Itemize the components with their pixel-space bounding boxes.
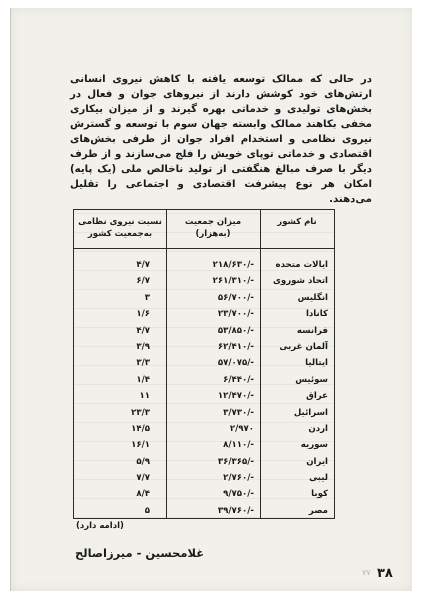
table-row	[74, 438, 334, 454]
cell-military-ratio: ۸/۴	[136, 489, 150, 500]
cell-population: ۲۶۱/۳۱۰/-	[212, 276, 254, 287]
cell-military-ratio: ۱۶/۱	[131, 440, 150, 451]
cell-population: ۲۱۸/۶۳۰/-	[212, 260, 254, 270]
cell-population: ۲/۷۶۰/-	[223, 473, 254, 484]
table-row	[74, 356, 334, 372]
table-row	[74, 487, 334, 503]
page-number: ۳۸	[377, 566, 393, 581]
cell-military-ratio: ۵/۹	[136, 456, 150, 467]
cell-population: ۹/۷۵۰/-	[223, 489, 254, 500]
cell-military-ratio: ۶/۷	[136, 276, 150, 287]
cell-country: ایتالیا	[305, 358, 328, 369]
body-paragraph: در حالی که ممالک توسعه یافته با کاهش نیروی انسانی ارتش‌های خود کوشش دارند از نیروهای جوان و فعال در بخش‌های تولیدی و خدماتی بهره گیرند و از میزان بیکاری مخفی بکاهند ممالک وابسته جهان سوم با توسعه و گسترش نیروی نظامی و استخدام افراد جوان از طرفی بخش‌های اقتصادی و خدماتی توپای خویش را فلج می‌سازند و از طرف دیگر با صرف مبالغ هنگفتی از تولید ناخالص ملی (یک پایه) امکان هر نوع پیشرفت اقتصادی و اجتماعی را تقلیل می‌دهند.	[70, 74, 372, 206]
cell-country: اردن	[308, 423, 328, 434]
faint-page-mark: ۷۷	[362, 568, 371, 577]
table-row	[74, 307, 334, 323]
continuation-note: (ادامه دارد)	[76, 521, 124, 531]
cell-country: اتحاد شوروی	[273, 276, 328, 287]
cell-population: ۳/۷۳۰/-	[223, 407, 254, 418]
cell-military-ratio: ۴/۷	[136, 260, 150, 270]
table-body	[74, 258, 334, 520]
table-row	[74, 324, 334, 340]
cell-population: ۶۲/۴۱۰/-	[217, 341, 254, 352]
cell-country: فرانسه	[296, 325, 328, 336]
cell-military-ratio: ۳	[144, 292, 150, 303]
header-military-ratio: نسبت نیروی نظامی به‌جمعیت کشور	[78, 217, 162, 239]
table-header	[74, 210, 334, 249]
cell-military-ratio: ۱۱	[139, 391, 150, 402]
cell-military-ratio: ۳/۹	[136, 341, 150, 352]
cell-military-ratio: ۷/۷	[136, 473, 150, 484]
population-military-table	[73, 209, 335, 519]
cell-population: ۳۹/۷۶۰/-	[217, 505, 254, 516]
table-row	[74, 504, 334, 520]
cell-population: ۲۳/۷۰۰/-	[217, 309, 254, 320]
cell-country: ایران	[306, 456, 328, 467]
cell-military-ratio: ۲۳/۳	[131, 407, 150, 418]
cell-population: ۵۳/۸۵۰/-	[217, 325, 254, 336]
cell-country: عراق	[306, 391, 328, 402]
cell-country: لیبی	[309, 473, 328, 484]
cell-population: ۱۲/۴۷۰/-	[217, 391, 254, 402]
table-row	[74, 471, 334, 487]
header-country: نام کشور	[277, 217, 317, 227]
table-row	[74, 291, 334, 307]
cell-military-ratio: ۱/۶	[136, 309, 150, 320]
cell-population: ۸/۱۱۰/-	[223, 440, 254, 451]
header-population: میزان جمعیت (به‌هزار)	[184, 217, 242, 239]
cell-country: کوبا	[311, 489, 328, 500]
cell-population: ۳۶/۳۶۵/-	[217, 456, 254, 467]
table-row	[74, 274, 334, 290]
cell-country: مصر	[308, 505, 328, 516]
cell-military-ratio: ۳/۳	[136, 358, 150, 369]
cell-country: ایالات متحده	[275, 260, 328, 270]
table-row	[74, 389, 334, 405]
table-row	[74, 373, 334, 389]
cell-military-ratio: ۴/۷	[136, 325, 150, 336]
table-row	[74, 340, 334, 356]
cell-population: ۵۷/۰۷۵/-	[217, 358, 254, 369]
table-row	[74, 258, 334, 274]
cell-country: آلمان غربی	[279, 341, 328, 352]
cell-population: ۲/۹۷۰	[229, 423, 254, 434]
table-row	[74, 455, 334, 471]
author-signature: غلامحسین - میرزاصالح	[75, 546, 205, 560]
cell-military-ratio: ۵	[144, 505, 150, 516]
cell-country: انگلیس	[297, 292, 328, 303]
cell-military-ratio: ۱/۴	[136, 374, 150, 385]
cell-country: کانادا	[305, 309, 328, 320]
cell-population: ۵۶/۷۰۰/-	[217, 292, 254, 303]
table-row	[74, 406, 334, 422]
cell-country: سوئیس	[295, 374, 328, 385]
table-row	[74, 422, 334, 438]
cell-country: اسرائیل	[293, 407, 328, 418]
cell-country: سوریه	[300, 440, 328, 451]
cell-population: ۶/۴۴۰/-	[223, 374, 254, 385]
cell-military-ratio: ۱۴/۵	[131, 423, 150, 434]
